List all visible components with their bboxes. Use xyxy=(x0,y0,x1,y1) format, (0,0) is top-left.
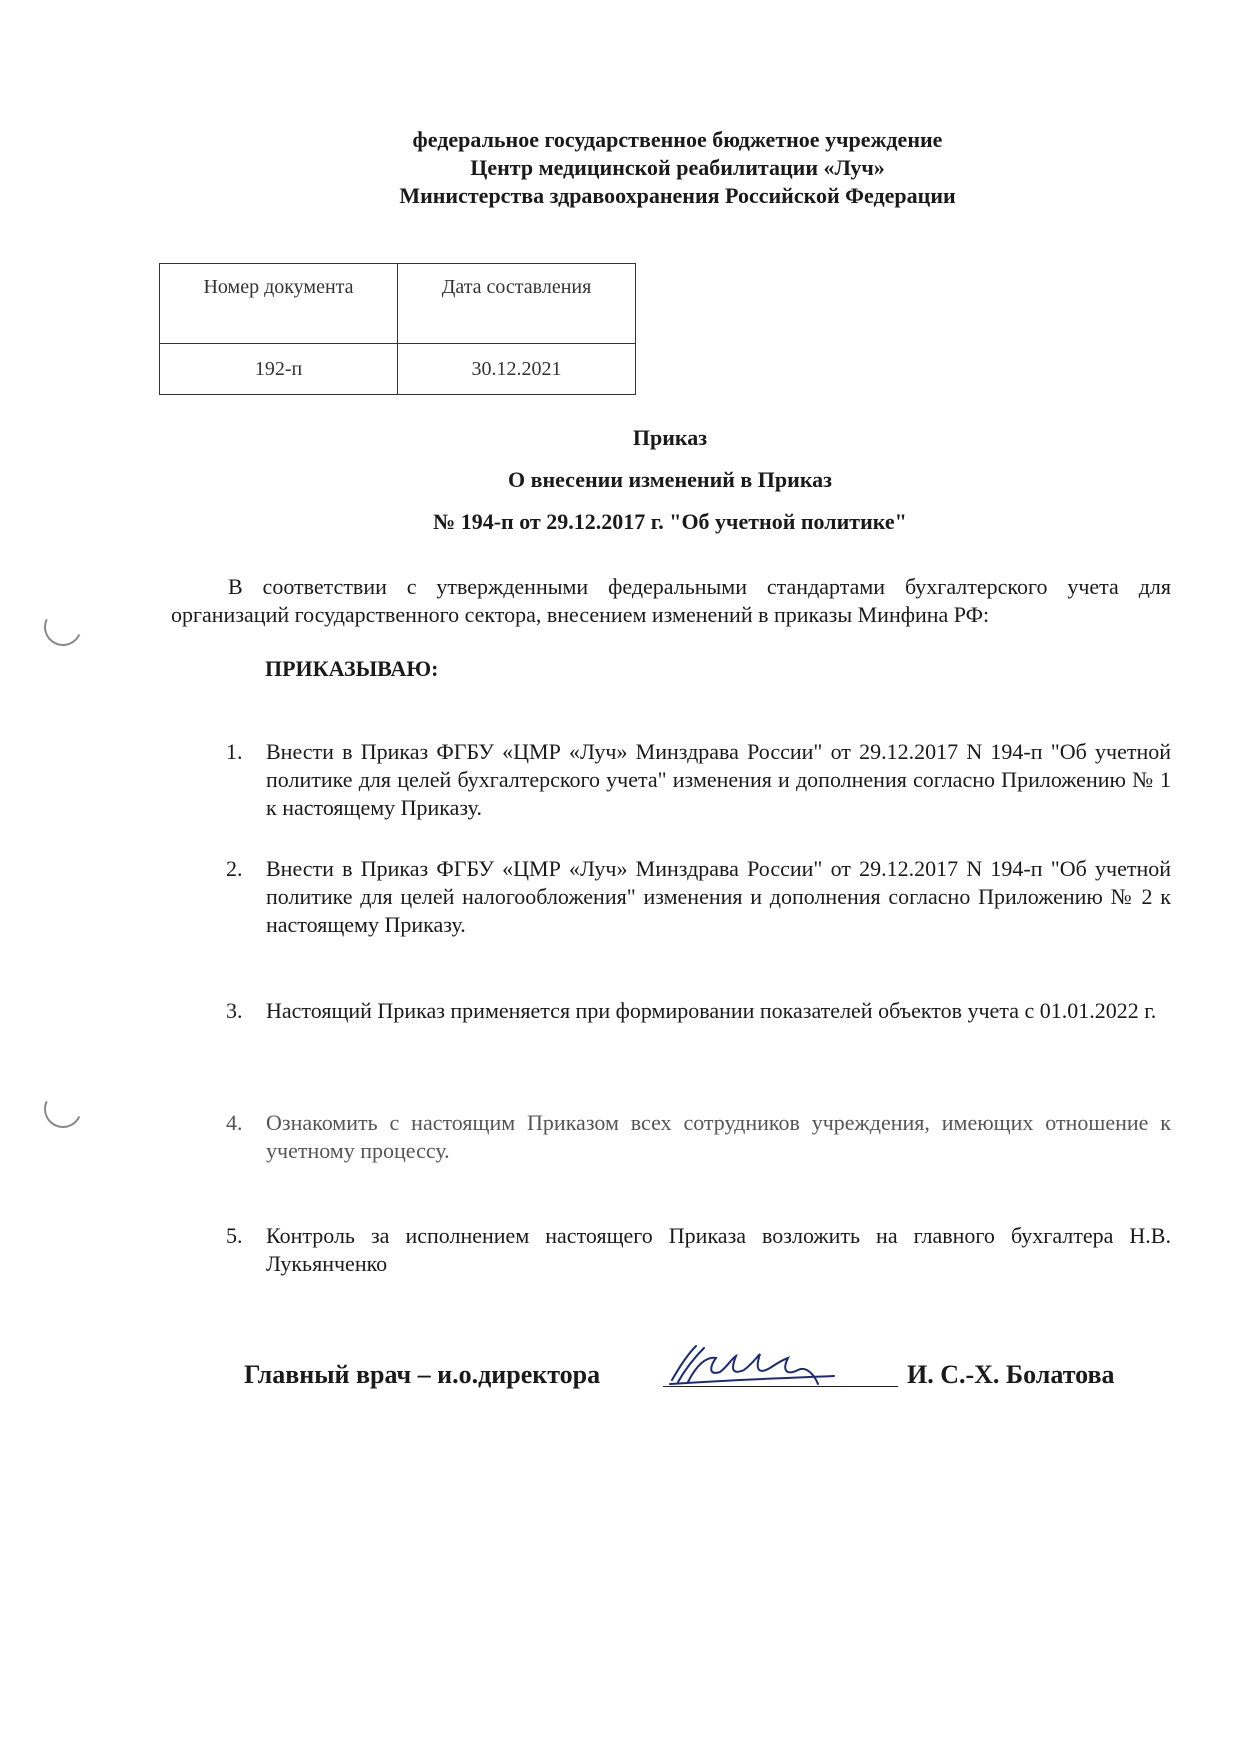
doc-date-value: 30.12.2021 xyxy=(398,344,636,395)
organization-header xyxy=(0,126,1240,210)
list-item xyxy=(226,1109,1171,1165)
doc-number-value: 192-п xyxy=(160,344,398,395)
list-item xyxy=(226,1222,1171,1278)
title-line-2: О внесении изменений в Приказ xyxy=(507,467,833,492)
document-info-table xyxy=(159,263,636,395)
list-item xyxy=(226,855,1171,939)
signer-name: И. С.-Х. Болатова xyxy=(907,1360,1115,1389)
punch-hole-mark xyxy=(39,603,88,652)
header-line-2: Центр медицинской реабилитации «Луч» xyxy=(470,155,885,180)
item-text: Настоящий Приказ применяется при формировании показателей объектов учета с 01.01.2022 г. xyxy=(266,998,1157,1023)
item-number: 2. xyxy=(226,856,243,881)
list-item xyxy=(226,738,1171,822)
signature-block xyxy=(244,1354,1144,1414)
punch-hole-mark xyxy=(39,1085,88,1134)
header-line-3: Министерства здравоохранения Российской Федерации xyxy=(399,183,956,208)
item-text: Внести в Приказ ФГБУ «ЦМР «Луч» Минздрава России" от 29.12.2017 N 194-п "Об учетной политике для целей налогообложения" изменения и дополнения согласно Приложению № 2 к настоящему Приказу. xyxy=(266,856,1171,937)
order-keyword: ПРИКАЗЫВАЮ: xyxy=(265,656,439,681)
handwritten-signature xyxy=(666,1336,836,1394)
title-line-1: Приказ xyxy=(632,425,708,450)
signer-position: Главный врач – и.о.директора xyxy=(244,1360,601,1389)
header-line-1: федеральное государственное бюджетное учреждение xyxy=(412,127,943,152)
item-number: 4. xyxy=(226,1110,243,1135)
item-number: 3. xyxy=(226,998,243,1023)
preamble-paragraph: В соответствии с утвержденными федеральными стандартами бухгалтерского учета для организаций государственного сектора, внесением изменений в приказы Минфина РФ: xyxy=(171,574,1171,627)
doc-date-label: Дата составления xyxy=(398,264,636,344)
item-number: 1. xyxy=(226,739,243,764)
doc-number-label: Номер документа xyxy=(160,264,398,344)
item-text: Ознакомить с настоящим Приказом всех сотрудников учреждения, имеющих отношение к учетному процессу. xyxy=(266,1110,1171,1163)
item-number: 5. xyxy=(226,1223,243,1248)
order-title xyxy=(0,424,1240,550)
list-item xyxy=(226,997,1171,1025)
title-line-3: № 194-п от 29.12.2017 г. "Об учетной политике" xyxy=(433,509,907,534)
item-text: Контроль за исполнением настоящего Приказа возложить на главного бухгалтера Н.В. Лукьянченко xyxy=(266,1223,1171,1276)
item-text: Внести в Приказ ФГБУ «ЦМР «Луч» Минздрава России" от 29.12.2017 N 194-п "Об учетной политике для целей бухгалтерского учета" изменения и дополнения согласно Приложению № 1 к настоящему Приказу. xyxy=(266,739,1171,820)
